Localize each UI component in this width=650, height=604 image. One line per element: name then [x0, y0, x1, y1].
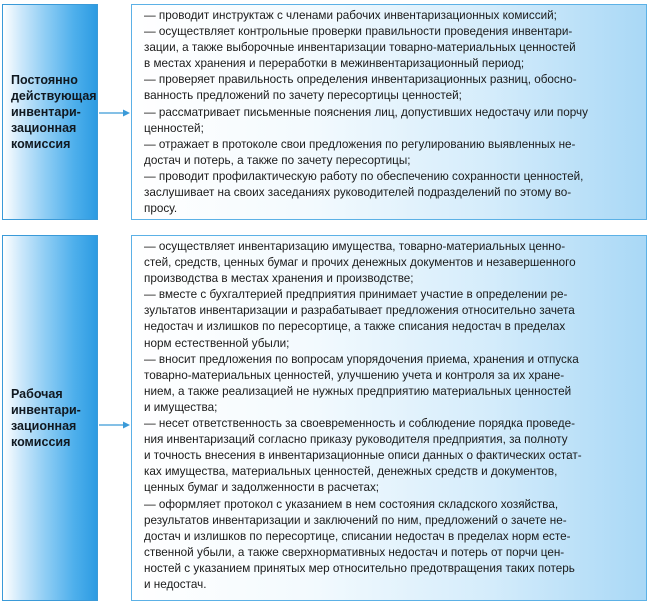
- duty-text-line: заслушивает на своих заседаниях руководителей подразделений по этому во-: [144, 186, 572, 200]
- duty-text-line: достач и излишков по пересортице, списании недостач в пределах норм есте-: [144, 529, 571, 543]
- standing-commission-label: Постоянно действующая инвентари- зационная комиссия: [11, 73, 97, 151]
- duty-text-line: зации, а также выборочные инвентаризации товарно-материальных ценностей: [144, 41, 576, 55]
- duty-text-line: — проводит инструктаж с членами рабочих инвентаризационных комиссий;: [144, 9, 557, 22]
- duty-text-line: ванность предложений по зачету пересортицы ценностей;: [144, 89, 462, 103]
- standing-commission-duties: [131, 4, 647, 220]
- duty-text-line: и недостач.: [144, 577, 207, 591]
- duty-text-line: нием, а также реализацией не нужных предприятию материальных ценностей: [144, 384, 572, 398]
- arrow-right-icon: [99, 420, 131, 430]
- working-commission-label-box: [2, 235, 98, 601]
- duty-text-line: ния инвентаризаций согласно приказу руководителя предприятия, за полноту: [144, 433, 568, 447]
- duty-text-line: ках имущества, материальных ценностей, денежных средств и документов,: [144, 465, 558, 479]
- duty-text-line: стей, средств, ценных бумаг и прочих денежных документов и незавершенного: [144, 256, 576, 270]
- standing-commission-label-box: [2, 4, 98, 220]
- duty-text-line: — рассматривает письменные пояснения лиц, допустивших недостачу или порчу: [144, 105, 588, 119]
- duty-text-line: и имущества;: [144, 400, 218, 414]
- working-commission-duties: [131, 235, 647, 601]
- duty-text-line: достач и потерь, а также по зачету пересортицы;: [144, 153, 411, 167]
- duty-text-line: — вместе с бухгалтерией предприятия принимает участие в определении ре-: [144, 288, 568, 302]
- duty-text-line: — оформляет протокол с указанием в нем состояния складского хозяйства,: [144, 497, 559, 511]
- duty-text-line: — несет ответственность за своевременность и соблюдение порядка проведе-: [144, 417, 576, 431]
- arrow-right-icon: [99, 108, 131, 118]
- duty-text-line: недостач и излишков по пересортице, а также списания недостач в пределах: [144, 320, 566, 334]
- duty-text-line: — осуществляет контрольные проверки правильности проведения инвентари-: [144, 25, 573, 39]
- duty-text-line: — проводит профилактическую работу по обеспечению сохранности ценностей,: [144, 169, 584, 183]
- duty-text-line: ностей с указанием принятых мер относительно предотвращения таких потерь: [144, 561, 575, 575]
- duty-text-line: и точность внесения в инвентаризационные описи данных о фактических остат-: [144, 449, 582, 463]
- duty-text-line: зультатов инвентаризации и разрабатывает предложения относительно зачета: [144, 304, 575, 318]
- duty-text-line: ственной убыли, а также сверхнормативных недостач и потерь от порчи цен-: [144, 545, 565, 559]
- duty-text-line: в местах хранения и переработки в межинвентаризационный период;: [144, 57, 525, 71]
- duty-text-line: — отражает в протоколе свои предложения по регулированию выявленных не-: [144, 137, 576, 151]
- duty-text-line: — проверяет правильность определения инвентаризационных разниц, обосно-: [144, 73, 577, 87]
- duty-text-line: ценностей;: [144, 121, 204, 135]
- duty-text-line: производства в местах хранения и производстве;: [144, 272, 414, 286]
- duty-text-line: результатов инвентаризации и заключений по ним, предложений о зачете не-: [144, 513, 567, 527]
- duty-text-line: товарно-материальных ценностей, улучшению учета и контроля за их хране-: [144, 368, 565, 382]
- working-commission-label: Рабочая инвентари- зационная комиссия: [11, 387, 81, 449]
- duty-text-line: ценных бумаг и задолженности в расчетах;: [144, 481, 380, 495]
- duty-text-line: — вносит предложения по вопросам упорядочения приема, хранения и отпуска: [144, 352, 579, 366]
- duty-text-line: — осуществляет инвентаризацию имущества, товарно-материальных ценно-: [144, 240, 566, 253]
- duty-text-line: просу.: [144, 202, 178, 216]
- duty-text-line: норм естественной убыли;: [144, 336, 290, 350]
